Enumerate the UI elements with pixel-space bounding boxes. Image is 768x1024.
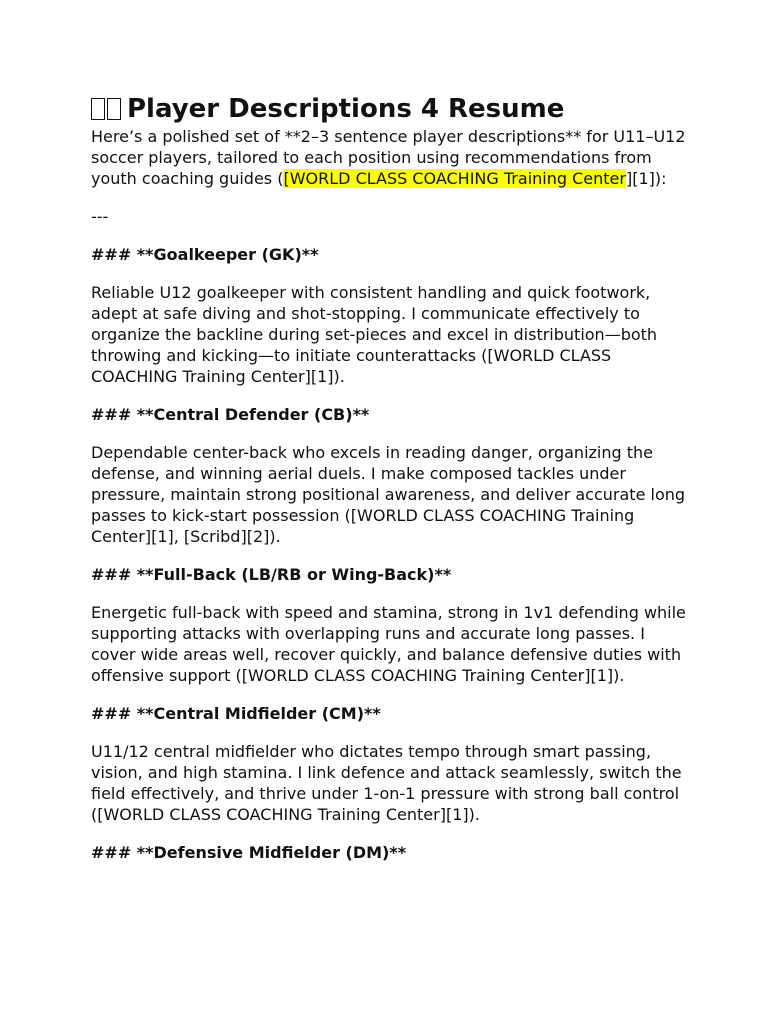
section-heading-goalkeeper: ### **Goalkeeper (GK)** <box>91 245 319 264</box>
intro-paragraph <box>91 126 691 189</box>
missing-glyph-icon <box>91 95 127 121</box>
section-heading-central-defender: ### **Central Defender (CB)** <box>91 405 370 424</box>
intro-text: Here’s a polished set of **2–3 sentence player descriptions** for U11–U12 soccer players, tailored to each position using recommendations from youth coaching guides ( <box>91 127 686 188</box>
section-heading-full-back: ### **Full-Back (LB/RB or Wing-Back)** <box>91 565 452 584</box>
document-page <box>91 92 691 879</box>
highlighted-link-text: [WORLD CLASS COACHING Training Center <box>283 169 626 188</box>
section-text-central-midfielder: U11/12 central midfielder who dictates tempo through smart passing, vision, and high stamina. I link defence and attack seamlessly, switch the field effectively, and thrive under 1-on-1 pressure with strong ball control ([WORLD CLASS COACHING Training Center][1]). <box>91 742 682 824</box>
section-text-full-back: Energetic full-back with speed and stamina, strong in 1v1 defending while supporting attacks with overlapping runs and accurate long passes. I cover wide areas well, recover quickly, and balance defensive duties with offensive support ([WORLD CLASS COACHING Training Center][1]). <box>91 603 686 685</box>
section-heading-defensive-midfielder: ### **Defensive Midfielder (DM)** <box>91 843 407 862</box>
section-text-central-defender: Dependable center-back who excels in reading danger, organizing the defense, and winning aerial duels. I make composed tackles under pressure, maintain strong positional awareness, and deliver accurate long passes to kick-start possession ([WORLD CLASS COACHING Training Center][1], [Scribd][2]). <box>91 443 686 546</box>
section-heading-central-midfielder: ### **Central Midfielder (CM)** <box>91 704 381 723</box>
document-title-text: Player Descriptions 4 Resume <box>127 94 565 124</box>
intro-text-end: ][1]): <box>625 169 667 188</box>
section-text-goalkeeper: Reliable U12 goalkeeper with consistent handling and quick footwork, adept at safe diving and shot-stopping. I communicate effectively to organize the backline during set-pieces and excel in distribution—both throwing and kicking—to initiate counterattacks ([WORLD CLASS COACHING Training Center][1]). <box>91 283 658 386</box>
document-title <box>91 92 691 126</box>
separator-line: --- <box>91 207 109 226</box>
